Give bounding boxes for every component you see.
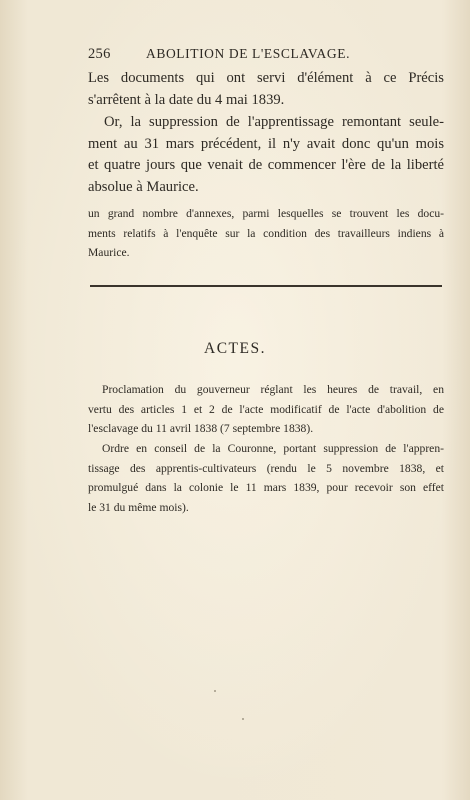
text-line: absolue à Maurice. xyxy=(88,178,199,195)
text-line: vertu des articles 1 et 2 de l'acte modificatif de l'acte d'abolition de xyxy=(88,402,444,416)
running-head xyxy=(88,46,444,66)
text-line: l'esclavage du 11 avril 1838 (7 septembre 1838). xyxy=(88,422,314,435)
text-line: s'arrêtent à la date du 4 mai 1839. xyxy=(88,91,285,108)
paper-speck xyxy=(242,718,244,720)
paragraph-suppression xyxy=(88,112,444,198)
text-line: Ordre en conseil de la Couronne, portant suppression de l'appren- xyxy=(102,442,444,455)
text-line: ment au 31 mars précédent, il n'y avait donc qu'un mois xyxy=(88,135,444,152)
text-line: ments relatifs à l'enquête sur la condition des travailleurs indiens à xyxy=(88,226,444,240)
paragraph-documents xyxy=(88,68,444,111)
act-proclamation xyxy=(88,380,444,439)
section-title: ACTES. xyxy=(204,340,266,357)
text-line: Les documents qui ont servi d'élément à ce Précis xyxy=(88,70,444,86)
text-line: promulgué dans la colonie le 11 mars 1839, pour recevoir son effet xyxy=(88,481,444,494)
text-line: Or, la suppression de l'apprentissage remontant seule- xyxy=(104,114,444,130)
note-annexes xyxy=(88,204,444,263)
page-number: 256 xyxy=(88,46,111,62)
act-order-in-council xyxy=(88,439,444,517)
text-line: un grand nombre d'annexes, parmi lesquelles se trouvent les docu- xyxy=(88,207,444,220)
text-line: Proclamation du gouverneur réglant les heures de travail, en xyxy=(102,383,444,396)
paper-speck xyxy=(214,690,216,692)
text-line: tissage des apprentis-cultivateurs (rendu le 5 novembre 1838, et xyxy=(88,461,444,475)
text-line: Maurice. xyxy=(88,246,130,259)
text-line: et quatre jours que venait de commencer l'ère de la liberté xyxy=(88,157,444,173)
horizontal-rule xyxy=(90,285,442,287)
text-line: le 31 du même mois). xyxy=(88,500,189,514)
running-title: ABOLITION DE L'ESCLAVAGE. xyxy=(146,46,351,61)
